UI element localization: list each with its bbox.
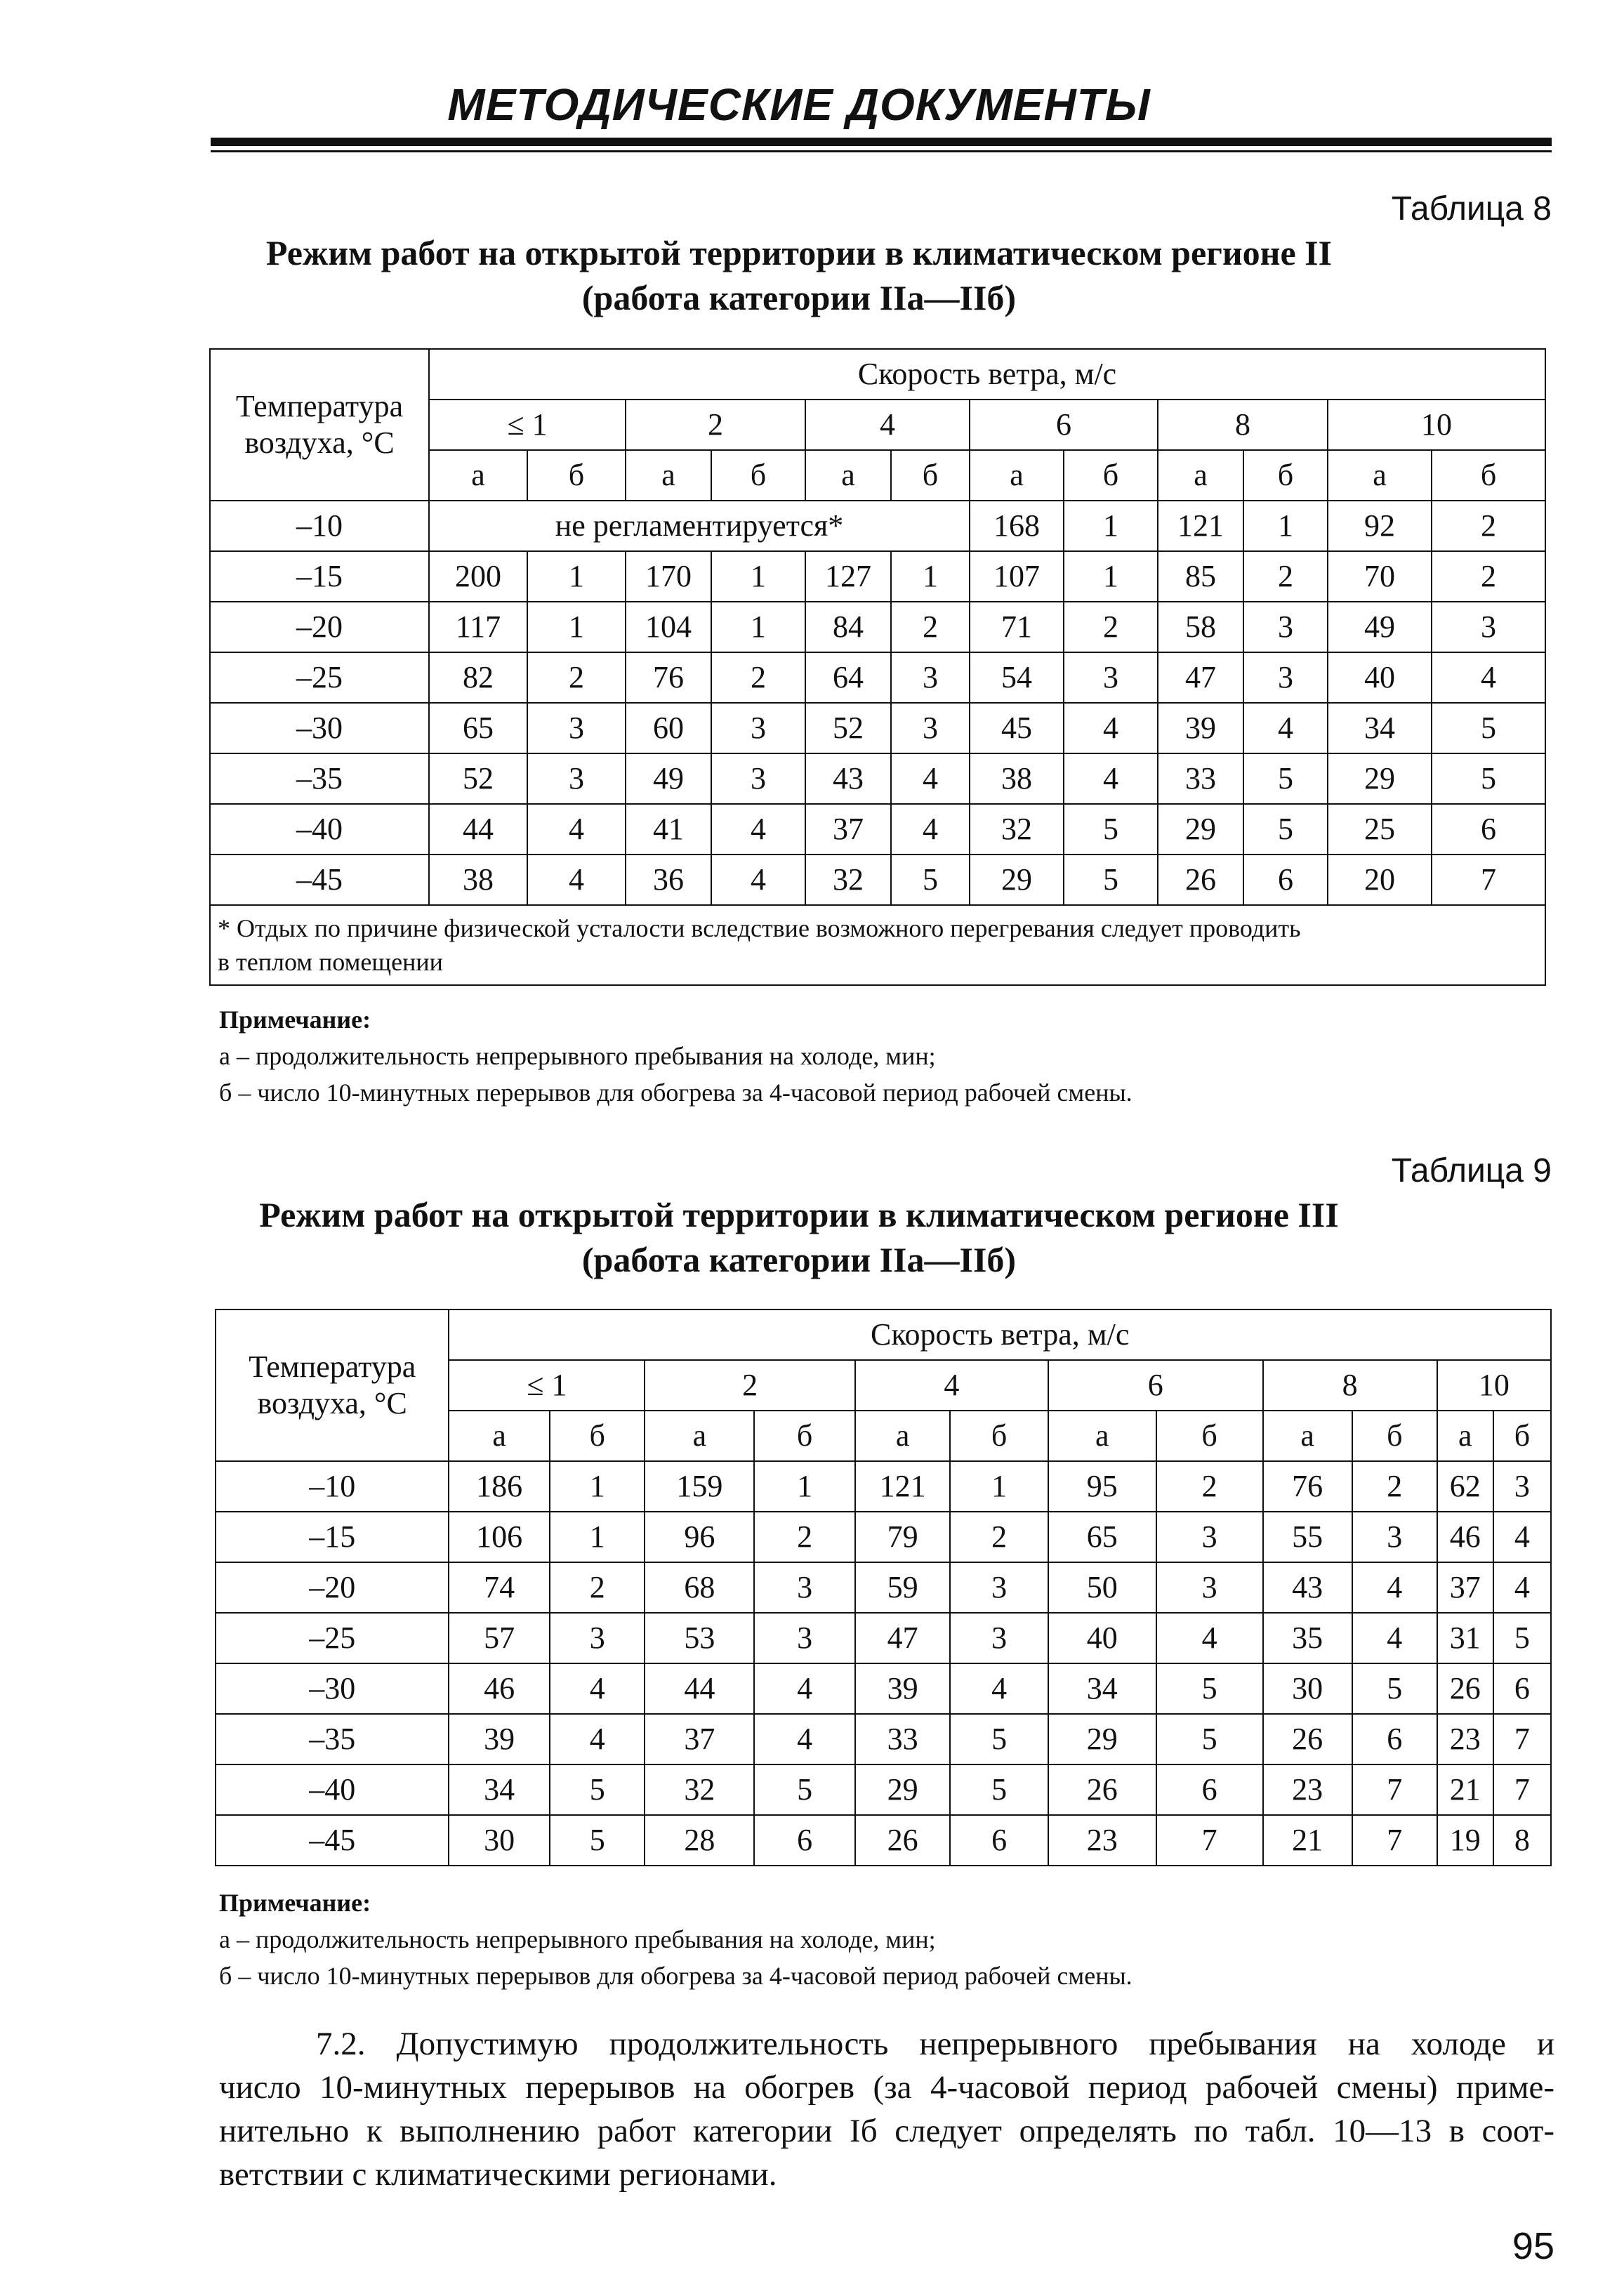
table-cell: 4 — [1064, 703, 1158, 753]
table-cell: 3 — [891, 703, 970, 753]
table-row — [210, 804, 1545, 855]
table-cell: 29 — [1158, 804, 1243, 855]
table8-speed-header: 6 — [970, 400, 1158, 450]
table-cell: 2 — [1352, 1461, 1437, 1512]
table9-note-label: Примечание: — [219, 1889, 371, 1917]
table-cell: 79 — [855, 1512, 950, 1562]
table8-note-line-b: б – число 10-минутных перерывов для обогрева за 4-часовой период рабочей смены. — [219, 1078, 1133, 1107]
table-cell: 5 — [1493, 1613, 1551, 1663]
table-cell: 92 — [1328, 501, 1432, 551]
table-cell: 30 — [449, 1815, 550, 1866]
table-cell: 3 — [1493, 1461, 1551, 1512]
table-cell: 7 — [1352, 1764, 1437, 1815]
table-cell: 1 — [1064, 501, 1158, 551]
table-cell: 2 — [1243, 551, 1328, 602]
table-cell: 4 — [1432, 652, 1545, 703]
table9-subheader-b: б — [550, 1411, 645, 1461]
table-cell: 4 — [1352, 1562, 1437, 1613]
table-cell: 4 — [1352, 1613, 1437, 1663]
table8-temp-header-line2: воздуха, °С — [244, 425, 395, 460]
table9-temp-header — [216, 1309, 449, 1461]
table-cell: 65 — [429, 703, 527, 753]
table8-subheader-a: а — [970, 450, 1064, 501]
table9-subheader-b: б — [754, 1411, 855, 1461]
table-cell: 36 — [626, 855, 711, 905]
table-cell: 5 — [1432, 753, 1545, 804]
table-cell: 46 — [449, 1663, 550, 1714]
table-cell: 4 — [711, 804, 805, 855]
table-cell: 6 — [1432, 804, 1545, 855]
table-cell: 40 — [1328, 652, 1432, 703]
table-cell: 1 — [1064, 551, 1158, 602]
table-cell: 84 — [805, 602, 891, 652]
table-cell: 5 — [891, 855, 970, 905]
table-cell: 6 — [950, 1815, 1048, 1866]
table-cell: 26 — [1437, 1663, 1493, 1714]
table-cell: 5 — [550, 1815, 645, 1866]
table-cell: 2 — [1432, 501, 1545, 551]
table-cell: 6 — [754, 1815, 855, 1866]
table-cell: 3 — [754, 1562, 855, 1613]
table9-subheader-a: а — [1437, 1411, 1493, 1461]
table9-wind-header: Скорость ветра, м/с — [449, 1309, 1551, 1360]
table8-subheader-b: б — [1243, 450, 1328, 501]
table9-subheader-b: б — [1352, 1411, 1437, 1461]
table-cell: 3 — [950, 1613, 1048, 1663]
table-cell: 4 — [1243, 703, 1328, 753]
table9-temp-cell: –45 — [216, 1815, 449, 1866]
table-cell: 37 — [805, 804, 891, 855]
table-cell: 121 — [1158, 501, 1243, 551]
table-cell: 1 — [1243, 501, 1328, 551]
table8-subheader-b: б — [1432, 450, 1545, 501]
table9-subheader-a: а — [449, 1411, 550, 1461]
table-cell: 6 — [1352, 1714, 1437, 1764]
table-cell: 31 — [1437, 1613, 1493, 1663]
table-cell: 170 — [626, 551, 711, 602]
table-cell: 7 — [1352, 1815, 1437, 1866]
table-cell: 2 — [527, 652, 626, 703]
table-cell: 1 — [550, 1461, 645, 1512]
table8-speed-header: 10 — [1328, 400, 1545, 450]
table8-temp-cell: –35 — [210, 753, 429, 804]
table-cell: 1 — [950, 1461, 1048, 1512]
table9-subheader-b: б — [1156, 1411, 1263, 1461]
table8-subheader-a: а — [626, 450, 711, 501]
running-header: МЕТОДИЧЕСКИЕ ДОКУМЕНТЫ — [447, 79, 1151, 130]
table-cell: 34 — [449, 1764, 550, 1815]
table-cell: 4 — [891, 804, 970, 855]
table-cell: 95 — [1048, 1461, 1156, 1512]
table-cell: 2 — [754, 1512, 855, 1562]
table8-footnote-line1: * Отдых по причине физической усталости вследствие возможного перегревания следует проводить — [218, 914, 1301, 942]
table9 — [215, 1309, 1552, 1866]
table-row — [216, 1663, 1551, 1714]
body-paragraph — [219, 2022, 1554, 2196]
table-cell: 4 — [754, 1714, 855, 1764]
table-cell: 50 — [1048, 1562, 1156, 1613]
table-cell: 104 — [626, 602, 711, 652]
table-cell: 3 — [527, 703, 626, 753]
table-cell: 25 — [1328, 804, 1432, 855]
table8-number: Таблица 8 — [1391, 190, 1552, 227]
table-cell: 76 — [1263, 1461, 1352, 1512]
table9-temp-cell: –30 — [216, 1663, 449, 1714]
table-cell: 4 — [527, 804, 626, 855]
table-cell: 71 — [970, 602, 1064, 652]
header-rule-thick — [211, 138, 1552, 146]
table-cell: 5 — [1156, 1714, 1263, 1764]
table-cell: 26 — [855, 1815, 950, 1866]
table-cell: 41 — [626, 804, 711, 855]
table-cell: 1 — [527, 602, 626, 652]
table-cell: 107 — [970, 551, 1064, 602]
table-cell: 127 — [805, 551, 891, 602]
table9-title-line2: (работа категории IIа—IIб) — [581, 1240, 1017, 1279]
table8-temp-cell: –25 — [210, 652, 429, 703]
table-cell: 39 — [449, 1714, 550, 1764]
table9-speed-header: ≤ 1 — [449, 1360, 645, 1411]
table9-temp-header-line2: воздуха, °С — [257, 1386, 407, 1420]
table-cell: 186 — [449, 1461, 550, 1512]
table9-temp-cell: –10 — [216, 1461, 449, 1512]
table8-note — [219, 1001, 1133, 1111]
table-cell: 1 — [550, 1512, 645, 1562]
table9-subheader-b: б — [1493, 1411, 1551, 1461]
table-cell: 3 — [1352, 1512, 1437, 1562]
table8-subheader-b: б — [1064, 450, 1158, 501]
table-cell: 37 — [645, 1714, 754, 1764]
table8-speed-header: 8 — [1158, 400, 1328, 450]
table8-speed-header: 2 — [626, 400, 805, 450]
table-cell: 29 — [1048, 1714, 1156, 1764]
table-cell: 33 — [855, 1714, 950, 1764]
table9-title-line1: Режим работ на открытой территории в климатическом регионе III — [259, 1195, 1339, 1234]
table-cell: 59 — [855, 1562, 950, 1613]
paragraph-line-1 — [219, 2022, 1554, 2066]
paragraph-line-4: ветствии с климатическими регионами. — [219, 2156, 777, 2193]
table-cell: 2 — [1064, 602, 1158, 652]
table-cell: 4 — [527, 855, 626, 905]
table-cell: 3 — [1243, 652, 1328, 703]
table-row — [210, 501, 1545, 551]
table-cell: 23 — [1048, 1815, 1156, 1866]
table-cell: 82 — [429, 652, 527, 703]
table-cell: 3 — [754, 1613, 855, 1663]
table-cell: 53 — [645, 1613, 754, 1663]
table-cell: 2 — [950, 1512, 1048, 1562]
table-cell: 23 — [1437, 1714, 1493, 1764]
table8-temp-cell: –30 — [210, 703, 429, 753]
table-cell: 5 — [754, 1764, 855, 1815]
table9-subheader-a: а — [645, 1411, 754, 1461]
table-cell: 76 — [626, 652, 711, 703]
table8-wind-header: Скорость ветра, м/с — [429, 349, 1545, 400]
table-cell: 29 — [970, 855, 1064, 905]
table-cell: 34 — [1048, 1663, 1156, 1714]
table-cell: 7 — [1493, 1764, 1551, 1815]
table8-footnote-line2: в теплом помещении — [218, 948, 443, 976]
table-cell: 45 — [970, 703, 1064, 753]
table8-subheader-a: а — [805, 450, 891, 501]
table-cell: 32 — [805, 855, 891, 905]
table-cell: 70 — [1328, 551, 1432, 602]
table-cell: 5 — [950, 1764, 1048, 1815]
paragraph-line-2: число 10-минутных перерывов на обогрев (за 4-часовой период рабочей смены) приме- — [219, 2069, 1554, 2106]
table-cell: 5 — [1064, 855, 1158, 905]
table-cell: 6 — [1156, 1764, 1263, 1815]
table-cell: 32 — [970, 804, 1064, 855]
table-cell: 29 — [855, 1764, 950, 1815]
table8-temp-header-line1: Температура — [235, 389, 404, 423]
table-row — [216, 1714, 1551, 1764]
table-cell: 2 — [1432, 551, 1545, 602]
table-cell: 5 — [1352, 1663, 1437, 1714]
table8-note-line-a: а – продолжительность непрерывного пребывания на холоде, мин; — [219, 1042, 936, 1070]
table-cell: 47 — [855, 1613, 950, 1663]
table-cell: 52 — [429, 753, 527, 804]
table9-note-line-b: б – число 10-минутных перерывов для обогрева за 4-часовой период рабочей смены. — [219, 1962, 1133, 1990]
table-cell: 23 — [1263, 1764, 1352, 1815]
table-cell: 3 — [550, 1613, 645, 1663]
table-cell: 26 — [1048, 1764, 1156, 1815]
table-cell: 5 — [1243, 804, 1328, 855]
table-cell: 46 — [1437, 1512, 1493, 1562]
table-cell: 3 — [1064, 652, 1158, 703]
paragraph-line-1-text: 7.2. Допустимую продолжительность непрерывного пребывания на холоде и — [316, 2026, 1554, 2062]
table-cell: 44 — [429, 804, 527, 855]
table8-temp-cell: –20 — [210, 602, 429, 652]
table-cell: 5 — [550, 1764, 645, 1815]
table-cell: 7 — [1156, 1815, 1263, 1866]
table-cell: 62 — [1437, 1461, 1493, 1512]
table8-temp-cell: –15 — [210, 551, 429, 602]
table-cell: 55 — [1263, 1512, 1352, 1562]
table9-subheader-a: а — [855, 1411, 950, 1461]
table-cell: 38 — [970, 753, 1064, 804]
table-cell: 4 — [1064, 753, 1158, 804]
table-cell: 121 — [855, 1461, 950, 1512]
table-cell: 2 — [711, 652, 805, 703]
table-cell: 1 — [711, 602, 805, 652]
table9-note-line-a: а – продолжительность непрерывного пребывания на холоде, мин; — [219, 1925, 936, 1953]
table9-note — [219, 1885, 1133, 1994]
table-cell: 30 — [1263, 1663, 1352, 1714]
table-cell: 64 — [805, 652, 891, 703]
table-cell: 3 — [711, 753, 805, 804]
table-cell: 54 — [970, 652, 1064, 703]
table-cell: 3 — [711, 703, 805, 753]
table8-subheader-b: б — [711, 450, 805, 501]
table-cell: 85 — [1158, 551, 1243, 602]
table-cell: 5 — [1156, 1663, 1263, 1714]
table-cell: 4 — [1156, 1613, 1263, 1663]
table-cell: 4 — [550, 1714, 645, 1764]
table-cell: 159 — [645, 1461, 754, 1512]
table-cell: 68 — [645, 1562, 754, 1613]
table-cell: 117 — [429, 602, 527, 652]
table8-not-regulated-cell: не регламентируется* — [429, 501, 970, 551]
table-row — [216, 1613, 1551, 1663]
table-cell: 4 — [550, 1663, 645, 1714]
table-cell: 1 — [711, 551, 805, 602]
table-row — [216, 1815, 1551, 1866]
table-row — [210, 652, 1545, 703]
table-cell: 168 — [970, 501, 1064, 551]
table-cell: 96 — [645, 1512, 754, 1562]
table-cell: 4 — [891, 753, 970, 804]
table-cell: 6 — [1243, 855, 1328, 905]
table-cell: 3 — [1432, 602, 1545, 652]
table8-title-line1: Режим работ на открытой территории в климатическом регионе II — [265, 233, 1333, 272]
table8-title-line2: (работа категории IIа—IIб) — [581, 278, 1017, 317]
table-cell: 4 — [754, 1663, 855, 1714]
table-cell: 3 — [527, 753, 626, 804]
table-cell: 4 — [1493, 1512, 1551, 1562]
table-cell: 35 — [1263, 1613, 1352, 1663]
table9-subheader-a: а — [1048, 1411, 1156, 1461]
table-cell: 200 — [429, 551, 527, 602]
header-rule-thin — [211, 150, 1552, 152]
table8-temp-header — [210, 349, 429, 501]
table8 — [209, 348, 1546, 986]
table-cell: 33 — [1158, 753, 1243, 804]
table-cell: 4 — [950, 1663, 1048, 1714]
table-row — [216, 1461, 1551, 1512]
table-cell: 3 — [1243, 602, 1328, 652]
table-cell: 21 — [1263, 1815, 1352, 1866]
table8-subheader-a: а — [1328, 450, 1432, 501]
table8-subheader-b: б — [527, 450, 626, 501]
table-row — [210, 551, 1545, 602]
table-cell: 8 — [1493, 1815, 1551, 1866]
table-cell: 65 — [1048, 1512, 1156, 1562]
table-cell: 47 — [1158, 652, 1243, 703]
table8-temp-cell: –40 — [210, 804, 429, 855]
table-row — [210, 753, 1545, 804]
table-cell: 1 — [891, 551, 970, 602]
table-cell: 60 — [626, 703, 711, 753]
table8-subheader-a: а — [429, 450, 527, 501]
table-cell: 4 — [711, 855, 805, 905]
table-cell: 106 — [449, 1512, 550, 1562]
table-cell: 2 — [550, 1562, 645, 1613]
table-cell: 43 — [805, 753, 891, 804]
table-cell: 1 — [754, 1461, 855, 1512]
table8-temp-cell: –45 — [210, 855, 429, 905]
table8-temp-cell: –10 — [210, 501, 429, 551]
table8-subheader-b: б — [891, 450, 970, 501]
table8-speed-header: ≤ 1 — [429, 400, 626, 450]
table-cell: 2 — [1156, 1461, 1263, 1512]
table9-speed-header: 2 — [645, 1360, 855, 1411]
table-cell: 2 — [891, 602, 970, 652]
table-cell: 40 — [1048, 1613, 1156, 1663]
table9-speed-header: 8 — [1263, 1360, 1437, 1411]
table-row — [210, 855, 1545, 905]
table-cell: 5 — [1432, 703, 1545, 753]
table9-speed-header: 6 — [1048, 1360, 1263, 1411]
table-cell: 26 — [1263, 1714, 1352, 1764]
table9-subheader-b: б — [950, 1411, 1048, 1461]
table-cell: 3 — [1156, 1562, 1263, 1613]
table-cell: 4 — [1493, 1562, 1551, 1613]
table9-temp-cell: –35 — [216, 1714, 449, 1764]
table-row — [216, 1562, 1551, 1613]
table-cell: 34 — [1328, 703, 1432, 753]
table-cell: 7 — [1493, 1714, 1551, 1764]
table8-subheader-a: а — [1158, 450, 1243, 501]
table-cell: 43 — [1263, 1562, 1352, 1613]
table8-footnote — [210, 905, 1545, 985]
table-cell: 29 — [1328, 753, 1432, 804]
table-cell: 3 — [950, 1562, 1048, 1613]
table9-speed-header: 10 — [1437, 1360, 1551, 1411]
table-row — [210, 602, 1545, 652]
table-cell: 49 — [626, 753, 711, 804]
table9-temp-cell: –20 — [216, 1562, 449, 1613]
table9-temp-cell: –25 — [216, 1613, 449, 1663]
table-row — [210, 703, 1545, 753]
table-cell: 20 — [1328, 855, 1432, 905]
table-cell: 7 — [1432, 855, 1545, 905]
table9-number: Таблица 9 — [1391, 1152, 1552, 1189]
table-cell: 3 — [1156, 1512, 1263, 1562]
table-cell: 37 — [1437, 1562, 1493, 1613]
table-cell: 5 — [1243, 753, 1328, 804]
table9-subheader-a: а — [1263, 1411, 1352, 1461]
table-cell: 74 — [449, 1562, 550, 1613]
table9-speed-header: 4 — [855, 1360, 1048, 1411]
table-cell: 38 — [429, 855, 527, 905]
table-cell: 57 — [449, 1613, 550, 1663]
table-cell: 52 — [805, 703, 891, 753]
table9-temp-header-line1: Температура — [249, 1350, 416, 1384]
table-cell: 21 — [1437, 1764, 1493, 1815]
table-cell: 5 — [1064, 804, 1158, 855]
table-cell: 32 — [645, 1764, 754, 1815]
table-cell: 26 — [1158, 855, 1243, 905]
table-row — [216, 1512, 1551, 1562]
table-cell: 28 — [645, 1815, 754, 1866]
table9-temp-cell: –15 — [216, 1512, 449, 1562]
table-cell: 3 — [891, 652, 970, 703]
page-number: 95 — [1512, 2225, 1554, 2267]
table-cell: 49 — [1328, 602, 1432, 652]
table-cell: 44 — [645, 1663, 754, 1714]
table-cell: 1 — [527, 551, 626, 602]
table-row — [216, 1764, 1551, 1815]
paragraph-line-3: нительно к выполнению работ категории Iб следует определять по табл. 10—13 в соот- — [219, 2113, 1554, 2149]
table-cell: 6 — [1493, 1663, 1551, 1714]
table-cell: 5 — [950, 1714, 1048, 1764]
table-cell: 19 — [1437, 1815, 1493, 1866]
table8-note-label: Примечание: — [219, 1005, 371, 1034]
table8-speed-header: 4 — [805, 400, 970, 450]
table9-temp-cell: –40 — [216, 1764, 449, 1815]
table-cell: 39 — [855, 1663, 950, 1714]
table-cell: 39 — [1158, 703, 1243, 753]
table-cell: 58 — [1158, 602, 1243, 652]
